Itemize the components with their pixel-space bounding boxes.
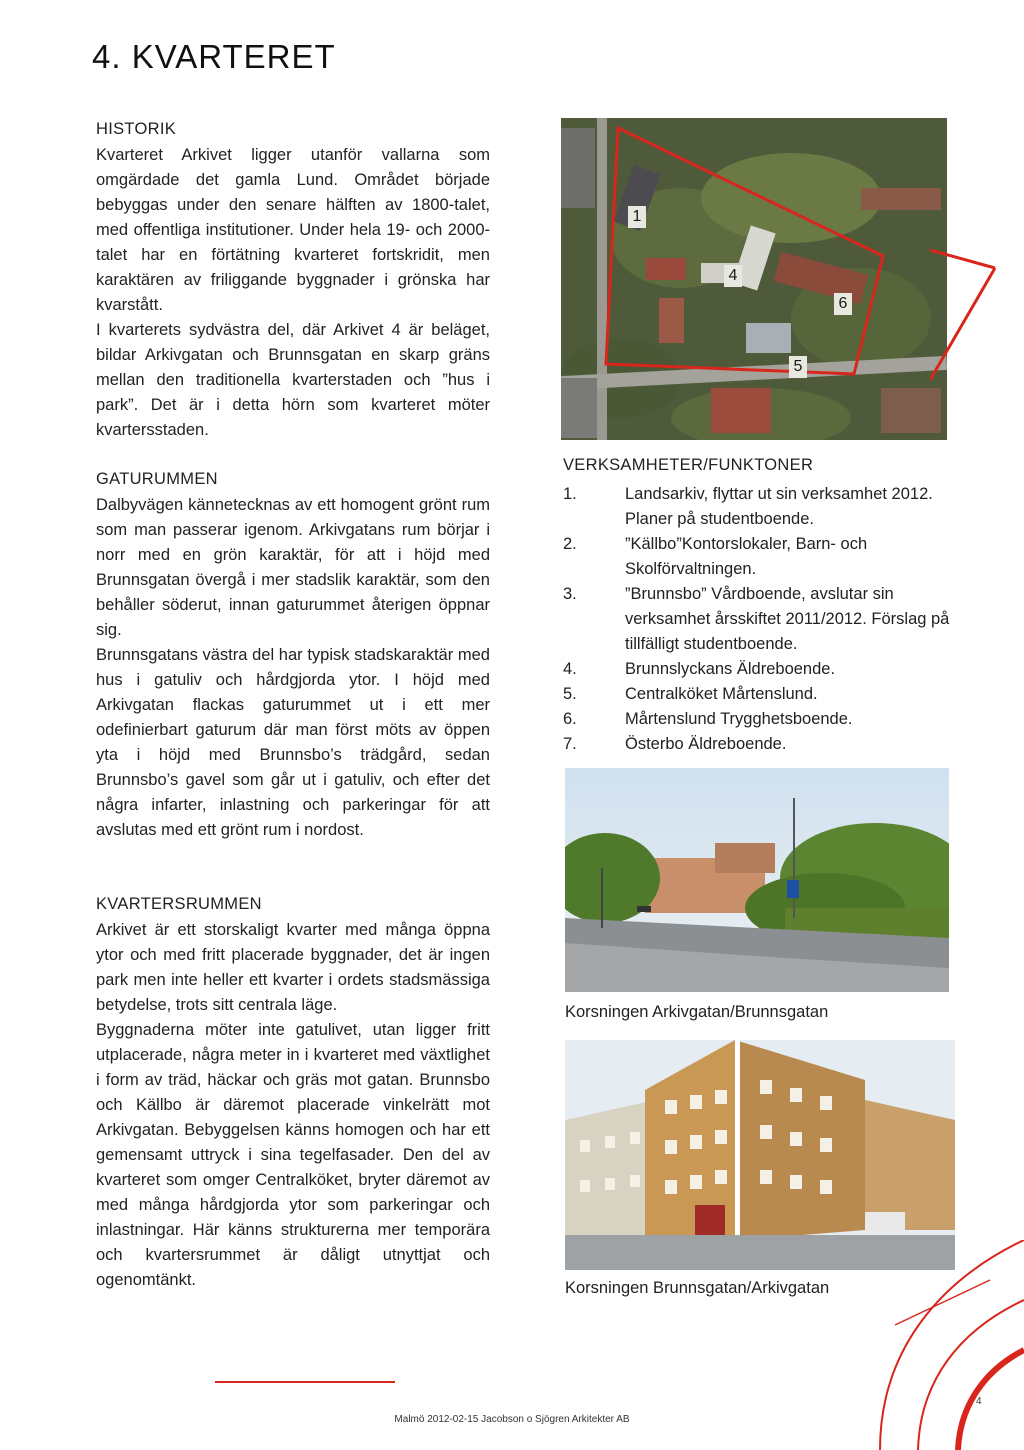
gaturummen-section — [96, 470, 490, 843]
street-photo-1 — [565, 768, 949, 992]
aerial-map-graphic — [561, 118, 947, 440]
page-title: 4. KVARTERET — [92, 38, 336, 75]
street-photo-2 — [565, 1040, 955, 1270]
kvartersrummen-paragraph-2: Byggnaderna möter inte gatulivet, utan ligger fritt utplacerade, några meter in i kvarteret med växtlighet i form av träd, häckar och gräs mot gatan. Brunnsbo och Källbo är däremot placerade vinkelrätt mot Arkivgatan. Bebyggelsen känns homogen och har ett gemensamt uttryck i sina tegelfasader. Den del av kvarteret som omger Centralköket, bryter däremot av med många hårdgjorda ytor som parkeringar och inlastningar. Här känns strukturerna mer temporära och kvartersrummet är dåligt utnyttjat och ogenomtänkt. — [96, 1021, 490, 1289]
list-item-number: 1. — [563, 485, 577, 503]
historik-heading: HISTORIK — [96, 120, 177, 138]
historik-paragraph-2: I kvarterets sydvästra del, där Arkivet 4 är beläget, bildar Arkivgatan och Brunnsgatan en skarp gräns mellan den traditionella kvarterstaden och ”hus i park”. Det är i detta hörn som kvarteret möter kvartersstaden. — [96, 321, 490, 439]
kvartersrummen-section — [96, 895, 490, 1293]
photo-caption-2: Korsningen Brunnsgatan/Arkivgatan — [565, 1279, 830, 1297]
map-outline-extension — [930, 230, 1010, 400]
map-label-5: 5 — [789, 356, 807, 378]
list-item — [563, 732, 963, 757]
map-label-6: 6 — [834, 293, 852, 315]
list-item-number: 5. — [563, 685, 577, 703]
list-item-text: Landsarkiv, flyttar ut sin verksamhet 2012. Planer på studentboende. — [625, 485, 933, 528]
verksamheter-list — [563, 482, 963, 757]
list-item-number: 6. — [563, 710, 577, 728]
map-label-4: 4 — [724, 265, 742, 287]
list-item — [563, 657, 963, 682]
footer-divider — [215, 1381, 395, 1383]
list-item — [563, 482, 963, 532]
list-item-text: Brunnslyckans Äldreboende. — [625, 660, 836, 678]
list-item — [563, 532, 963, 582]
list-item-text: Mårtenslund Trygghetsboende. — [625, 710, 853, 728]
list-item-number: 3. — [563, 585, 577, 603]
historik-section — [96, 120, 490, 443]
list-item-text: ”Brunnsbo” Vårdboende, avslutar sin verksamhet årsskiftet 2011/2012. Förslag på tillfälligt studentboende. — [625, 585, 950, 653]
list-item-text: Österbo Äldreboende. — [625, 735, 787, 753]
gaturummen-paragraph-2: Brunnsgatans västra del har typisk stadskaraktär med hus i gatuliv och hårdgjorda ytor. I höjd med Arkivgatan flackas gaturummet ut i ett mer odefinierbart gaturum där man först möts av öppen yta i höjd med Brunnsbo’s trädgård, sedan Brunnsbo’s gavel som går ut i gatuliv, och efter det några infarter, inlastning och parkeringar för att avslutas med ett grönt rum i nordost. — [96, 646, 490, 839]
list-item-number: 4. — [563, 660, 577, 678]
gaturummen-paragraph-1: Dalbyvägen kännetecknas av ett homogent grönt rum som man passerar igenom. Arkivgatans rum börjar i norr med en grön karaktär, för att i höjd med Brunnsgatan övergå i mer stadslik karaktär, som den behåller söderut, innan gaturummet återigen öppnar sig. — [96, 496, 490, 639]
photo-arkivgatan-brunnsgatan — [565, 768, 949, 992]
photo-brunnsgatan-arkivgatan — [565, 1040, 955, 1270]
kvartersrummen-paragraph-1: Arkivet är ett storskaligt kvarter med många öppna ytor och med fritt placerade byggnader, det är ingen park men inte heller ett kvarter i ordets stadsmässiga betydelse, trots sitt centrala läge. — [96, 921, 490, 1014]
historik-paragraph-1: Kvarteret Arkivet ligger utanför vallarna som omgärdade det gamla Lund. Området började bebyggas under den senare hälften av 1800-talet, med offentliga institutioner. Under hela 19- och 2000-talet har en förtätning kvarteret fortskridit, men karaktären av friliggande byggnader i grönska har kvarstått. — [96, 146, 490, 314]
gaturummen-heading: GATURUMMEN — [96, 470, 218, 488]
aerial-map — [561, 118, 947, 440]
map-label-1: 1 — [628, 206, 646, 228]
footer-text: Malmö 2012-02-15 Jacobson o Sjögren Arkitekter AB — [394, 1414, 630, 1425]
kvartersrummen-heading: KVARTERSRUMMEN — [96, 895, 262, 913]
list-item-number: 2. — [563, 535, 577, 553]
list-item — [563, 707, 963, 732]
photo-caption-1: Korsningen Arkivgatan/Brunnsgatan — [565, 1003, 829, 1021]
list-item-text: ”Källbo”Kontorslokaler, Barn- och Skolförvaltningen. — [625, 535, 868, 578]
list-item-text: Centralköket Mårtenslund. — [625, 685, 818, 703]
verksamheter-heading: VERKSAMHETER/FUNKTONER — [563, 456, 814, 474]
list-item — [563, 582, 963, 657]
list-item — [563, 682, 963, 707]
list-item-number: 7. — [563, 735, 577, 753]
page-number: 4 — [976, 1396, 982, 1407]
